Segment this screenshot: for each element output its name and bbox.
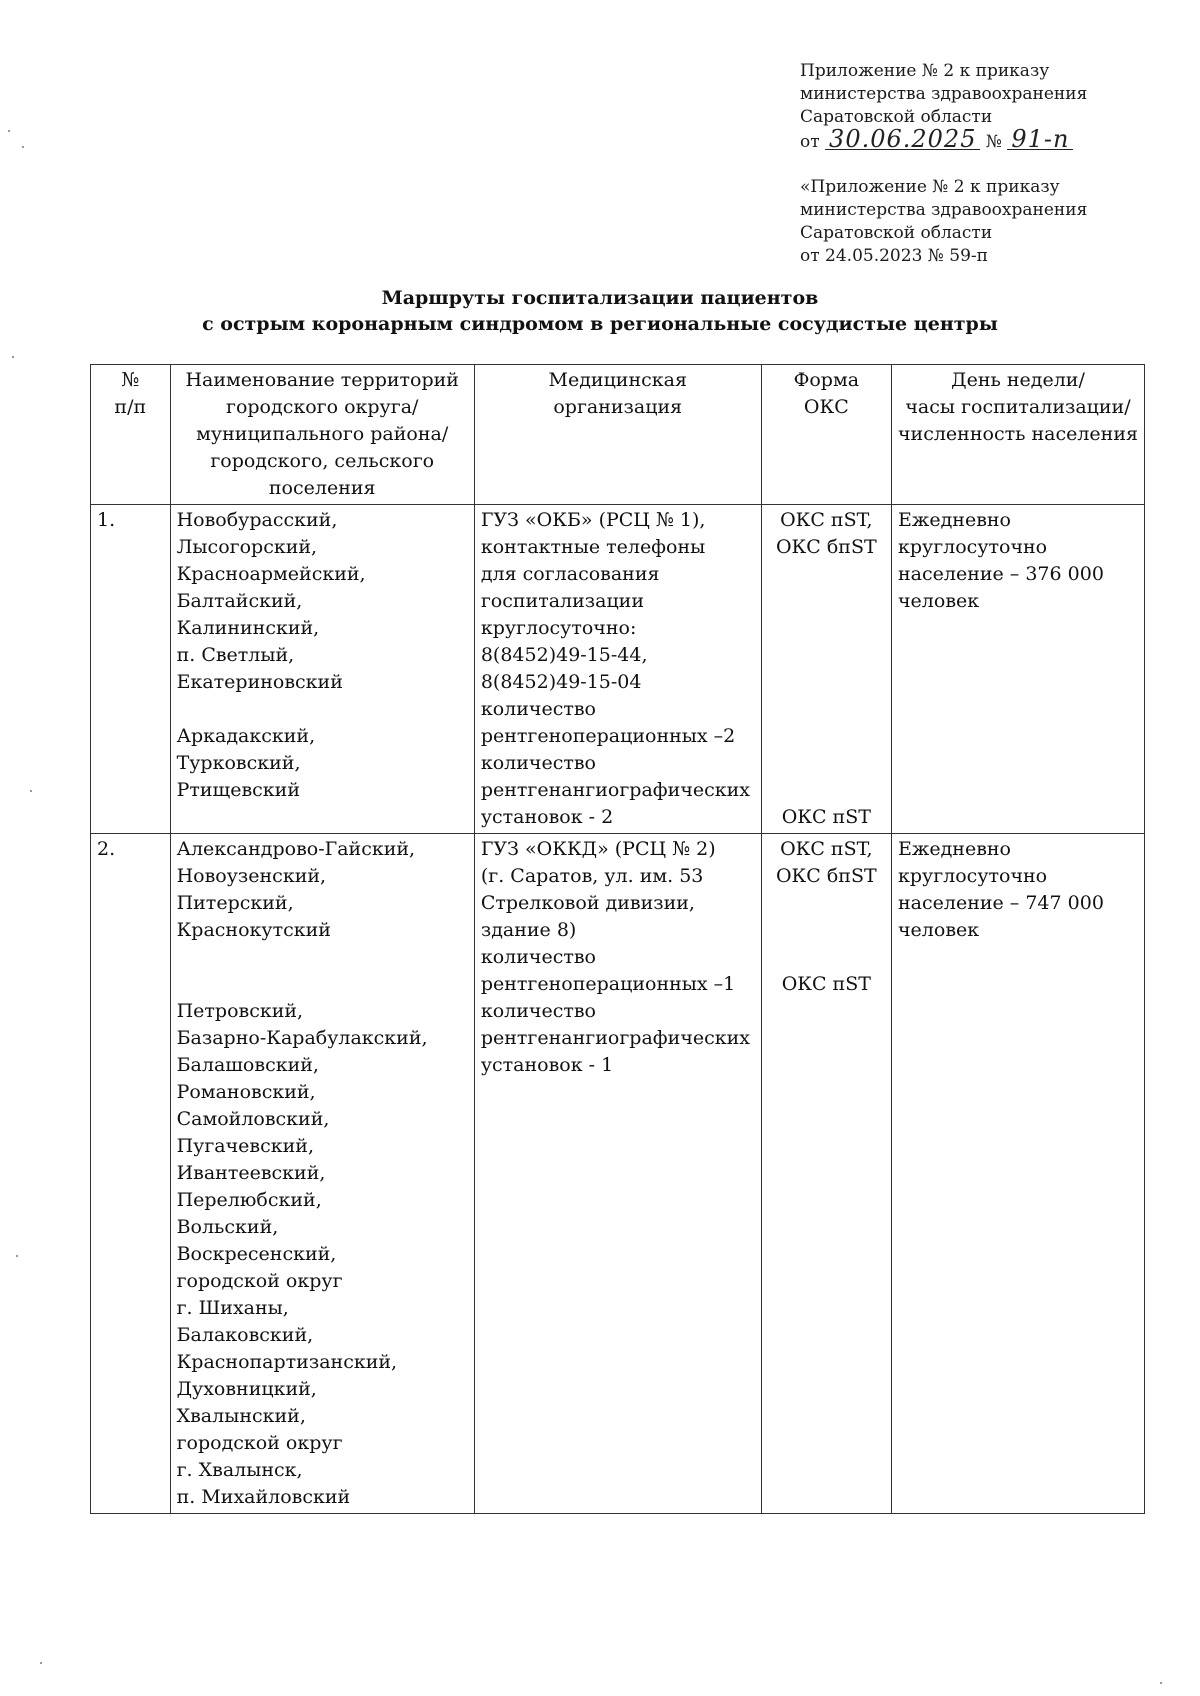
header-forma [761,365,891,505]
forma-item: ОКС пST [781,806,871,828]
header-text: ОКС [803,396,849,418]
territory-item: Балаковский, [176,1324,314,1346]
day-line: круглосуточно [898,536,1048,558]
header-organization [474,365,761,505]
header-text: п/п [114,396,147,418]
territory-item: Краснопартизанский, [176,1351,398,1373]
organization-line: количество [480,698,596,720]
handwritten-date: 30.06.2025 [825,129,980,150]
day-line: человек [898,919,980,941]
forma-item: ОКС пST, [780,838,873,860]
header-text: День недели/ [951,369,1085,391]
date-prefix: от [800,132,820,152]
organization-line: рентгенангиографических [480,779,751,801]
territory-item: Александрово-Гайский, [176,838,416,860]
scan-speck [40,1662,42,1664]
organization-line: для согласования [480,563,660,585]
title-line-1: Маршруты госпитализации пациентов [381,287,819,309]
spacer [768,561,885,804]
table-row [91,505,1145,834]
territory-item: Петровский, [176,1000,304,1022]
scan-speck [22,146,24,148]
organization-line: ГУЗ «ОККД» (РСЦ № 2) [480,838,716,860]
organization-cell [474,834,761,1514]
annex-line: министерства здравоохранения [800,84,1088,104]
spacer [768,890,885,971]
header-text: № [121,369,140,391]
row-number: 2. [91,834,171,1514]
row-number: 1. [91,505,171,834]
territory-item: г. Шиханы, [176,1297,289,1319]
territory-item: Воскресенский, [176,1243,337,1265]
territory-item: Базарно-Карабулакский, [176,1027,428,1049]
day-cell [892,505,1145,834]
territory-item: Духовницкий, [176,1378,317,1400]
organization-line: количество [480,752,596,774]
previous-order-line: министерства здравоохранения [800,200,1088,220]
organization-cell [474,505,761,834]
table-header-row [91,365,1145,505]
territory-item: Ивантеевский, [176,1162,326,1184]
organization-line: круглосуточно: [480,617,637,639]
number-prefix: № [985,132,1002,152]
organization-line: 8(8452)49-15-44, [480,644,648,666]
day-line: человек [898,590,980,612]
scan-speck [1160,1682,1162,1684]
header-text: Наименование территорий [185,369,459,391]
forma-cell [761,505,891,834]
scan-speck [8,130,10,132]
header-text: Форма [793,369,860,391]
organization-line: (г. Саратов, ул. им. 53 [480,865,704,887]
territory-item: Романовский, [176,1081,316,1103]
territories-cell [170,505,474,834]
organization-line: рентгеноперационных –2 [480,725,736,747]
territory-item: Краснокутский [176,919,331,941]
day-cell [892,834,1145,1514]
header-text: численность населения [898,423,1138,445]
territory-item: г. Хвалынск, [176,1459,303,1481]
territory-item: Питерский, [176,892,294,914]
annex-line: Приложение № 2 к приказу [800,61,1050,81]
organization-line: госпитализации [480,590,645,612]
previous-order-line: от 24.05.2023 № 59-п [800,246,988,266]
forma-item: ОКС бпST [775,865,877,887]
territory-item: Лысогорский, [176,536,318,558]
territory-item: Турковский, [176,752,301,774]
header-text: городского, сельского [210,450,435,472]
previous-order-header [800,176,1087,268]
document-title [0,285,1200,337]
organization-line: здание 8) [480,919,577,941]
territory-item: Красноармейский, [176,563,366,585]
header-num [91,365,171,505]
organization-line: 8(8452)49-15-04 [480,671,642,693]
spacer [177,944,468,998]
table-row [91,834,1145,1514]
territory-item: Аркадакский, [176,725,316,747]
routes-table [90,364,1145,1514]
territory-item: городской округ [176,1432,343,1454]
header-day [892,365,1145,505]
previous-order-line: «Приложение № 2 к приказу [800,177,1060,197]
day-line: население – 747 000 [898,892,1104,914]
header-text: часы госпитализации/ [905,396,1131,418]
territory-item: Екатериновский [176,671,343,693]
territory-item: Пугачевский, [176,1135,314,1157]
territory-item: п. Светлый, [176,644,295,666]
organization-line: рентгенангиографических [480,1027,751,1049]
header-text: муниципального района/ [196,423,449,445]
header-territory [170,365,474,505]
title-line-2: с острым коронарным синдромом в региональные сосудистые центры [202,313,998,335]
header-text: поселения [268,477,376,499]
day-line: круглосуточно [898,865,1048,887]
organization-line: установок - 1 [480,1054,614,1076]
day-line: Ежедневно [898,838,1011,860]
day-line: Ежедневно [898,509,1011,531]
annex-date-line [800,125,1087,154]
previous-order-line: Саратовской области [800,223,993,243]
organization-line: количество [480,946,596,968]
forma-item: ОКС пST, [780,509,873,531]
handwritten-number: 91-п [1007,129,1073,150]
organization-line: контактные телефоны [480,536,706,558]
scan-speck [12,356,14,358]
organization-line: установок - 2 [480,806,614,828]
territory-item: Балашовский, [176,1054,319,1076]
scan-speck [16,1255,18,1257]
spacer [177,696,468,723]
forma-cell [761,834,891,1514]
territory-item: Самойловский, [176,1108,330,1130]
territory-item: Ртищевский [176,779,300,801]
territory-item: Перелюбский, [176,1189,322,1211]
annex-header [800,60,1087,154]
territories-cell [170,834,474,1514]
territory-item: п. Михайловский [176,1486,351,1508]
forma-item: ОКС пST [781,973,871,995]
organization-line: ГУЗ «ОКБ» (РСЦ № 1), [480,509,706,531]
territory-item: Новобурасский, [176,509,338,531]
annex-line: Саратовской области [800,107,993,127]
header-text: городского округа/ [226,396,419,418]
day-line: население – 376 000 [898,563,1104,585]
organization-line: количество [480,1000,596,1022]
territory-item: Хвалынский, [176,1405,306,1427]
territory-item: Калининский, [176,617,320,639]
organization-line: рентгеноперационных –1 [480,973,736,995]
header-text: организация [553,396,683,418]
organization-line: Стрелковой дивизии, [480,892,695,914]
scan-speck [30,790,32,792]
territory-item: Вольский, [176,1216,279,1238]
territory-item: Балтайский, [176,590,303,612]
territory-item: Новоузенский, [176,865,327,887]
forma-item: ОКС бпST [775,536,877,558]
territory-item: городской округ [176,1270,343,1292]
header-text: Медицинская [548,369,687,391]
